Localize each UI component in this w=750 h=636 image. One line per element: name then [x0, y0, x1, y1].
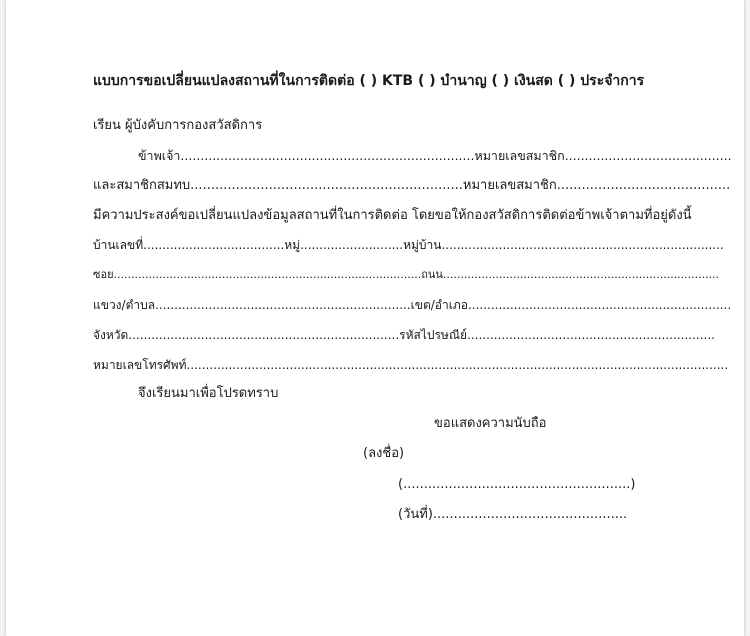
province-postcode-line: จังหวัด.......................................................................รหัสไปรษณีย์.................................................................	[93, 328, 715, 342]
subdistrict-district-line: แขวง/ตำบล...................................................................เขต/อำเภอ.....................................................................	[93, 298, 732, 312]
phone-line: หมายเลขโทรศัพท์..............................................................................................................................................	[93, 358, 729, 372]
applicant-line: ข้าพเจ้า..........................................................................หมายเลขสมาชิก..........................................	[138, 148, 732, 163]
soi-road-line: ซอย........................................................................................ถนน...............................................................................	[93, 268, 720, 281]
signature-date-line: (วันที่)...............................................	[398, 507, 628, 522]
purpose-line: มีความประสงค์ขอเปลี่ยนแปลงข้อมูลสถานที่ในการติดต่อ โดยขอให้กองสวัสดิการติดต่อข้าพเจ้าตามที่อยู่ดังนี้	[93, 208, 692, 223]
document-page	[6, 0, 744, 636]
closing-line: จึงเรียนมาเพื่อโปรดทราบ	[138, 386, 279, 401]
salutation: เรียน ผู้บังคับการกองสวัสดิการ	[93, 118, 263, 133]
house-number-line: บ้านเลขที่.....................................หมู่...........................หมู่บ้าน..........................................................................	[93, 238, 724, 252]
associate-member-line: และสมาชิกสมทบ..................................................................หมายเลขสมาชิก..........................................	[93, 178, 731, 193]
signature-label: (ลงชื่อ)	[363, 446, 405, 461]
form-title: แบบการขอเปลี่ยนแปลงสถานที่ในการติดต่อ ( ) KTB ( ) บำนาญ ( ) เงินสด ( ) ประจำการ	[93, 73, 645, 89]
regards-line: ขอแสดงความนับถือ	[434, 416, 547, 431]
signature-name-line: (.......................................................)	[398, 477, 636, 492]
